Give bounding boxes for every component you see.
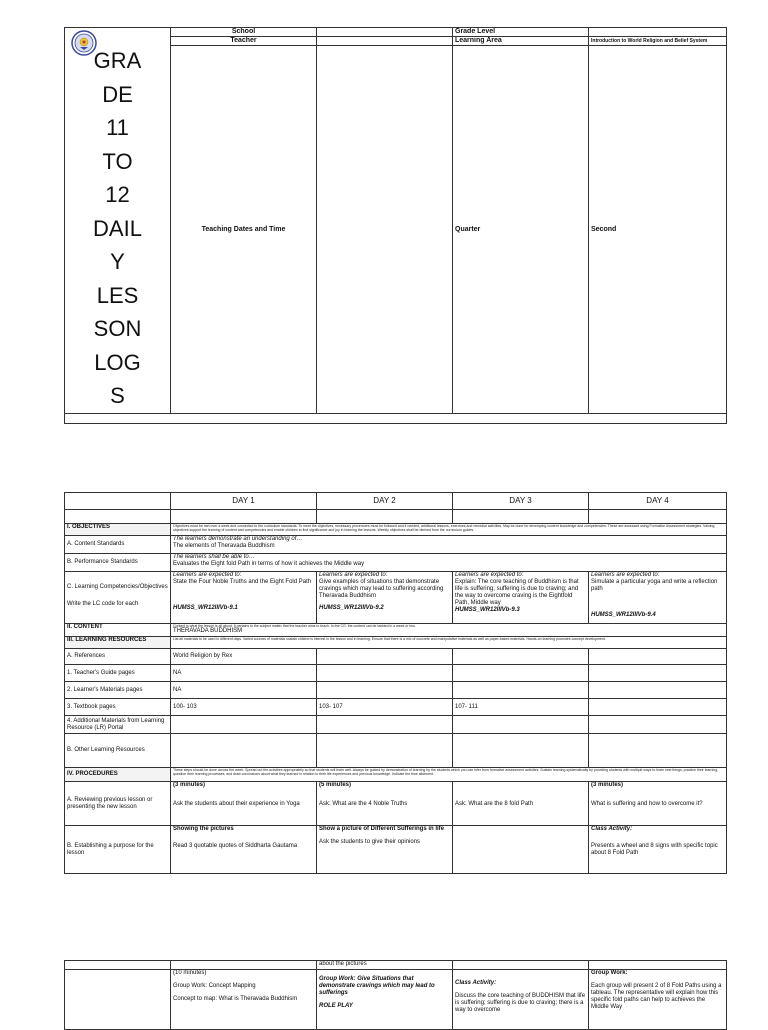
procedures-label: IV. PROCEDURES: [65, 768, 171, 782]
reviewing-label: A. Reviewing previous lesson or presenting the new lesson: [65, 782, 171, 826]
lr-d2[interactable]: [317, 716, 453, 734]
page-title: GRA DE 11 TO 12 DAIL Y LES SON LOG S: [93, 48, 142, 408]
purpose-day-1: Showing the pictures Read 3 quotable quotes of Siddharta Gautama: [171, 826, 317, 874]
competency-day-1: Learners are expected to: State the Four Noble Truths and the Eight Fold Path HUMSS_WR12IIIVb-9.1: [171, 572, 317, 624]
reviewing-day-1: (3 minutes) Ask the students about their experience in Yoga: [171, 782, 317, 826]
learning-area-value: Introduction to World Religion and Belief System: [589, 37, 727, 46]
teacher-label: Teacher: [171, 37, 317, 46]
other-d4[interactable]: [589, 734, 727, 768]
references-value: World Religion by Rex: [171, 649, 317, 665]
other-d1[interactable]: [171, 734, 317, 768]
cont-label-top: [65, 961, 171, 970]
lr-d1[interactable]: [171, 716, 317, 734]
references-d4[interactable]: [589, 649, 727, 665]
procedures-note: These steps should be done across the week. Spread out the activities appropriately so that students will learn well. Always be guided by demonstration of learning by the students which you can infer from formative assessment activities. Sustain learning systematically by providing students with multiple ways to learn new things, practice their learning, question their learning processes, and draw conclusions about what they learned in relation to their life experiences and previous knowledge. Indicate the time allotment.: [171, 768, 727, 782]
learning-area-label: Learning Area: [453, 37, 589, 46]
lr-d4[interactable]: [589, 716, 727, 734]
tg-d2[interactable]: [317, 665, 453, 682]
cont-day-3: Class Activity: Discuss the core teaching of BUDDHISM that life is suffering; suffering is due to craving; there is a way to overcome: [453, 970, 589, 1030]
day-corner: [65, 493, 171, 510]
reviewing-day-2: (5 minutes) Ask: What are the 4 Noble Truths: [317, 782, 453, 826]
blank-d4[interactable]: [589, 510, 727, 524]
grade-level-value[interactable]: [589, 28, 727, 37]
cont-d1-top: [171, 961, 317, 970]
reviewing-day-3: Ask: What are the 8 fold Path: [453, 782, 589, 826]
objectives-note: Objectives must be met over a week and connected to the curriculum standards. To meet the objectives, necessary procedures must be followed and if needed, additional lessons, exercises and remedial activities. May be done for developing content knowledge and competencies. These are assessed using Formative Assessment strategies. Valuing objectives support the learning of content and competencies and enable children to find significance and joy in learning the lessons. Weekly objectives shall be derived from the curriculum guides.: [171, 524, 727, 536]
other-d2[interactable]: [317, 734, 453, 768]
blank-d3[interactable]: [453, 510, 589, 524]
cont-d4-top: [589, 961, 727, 970]
textbook-d2: 103- 107: [317, 699, 453, 716]
performance-standards-value: The learners shall be able to… Evaluates the Eight fold Path in terms of how it achieves the Middle way: [171, 554, 727, 572]
day-3-header: DAY 3: [453, 493, 589, 510]
deped-seal-icon: [71, 30, 97, 56]
teacher-value[interactable]: [317, 37, 453, 46]
day-1-header: DAY 1: [171, 493, 317, 510]
teachers-guide-label: 1. Teacher's Guide pages: [65, 665, 171, 682]
content-label: II. CONTENT: [65, 624, 171, 637]
teaching-dates-value[interactable]: [317, 46, 453, 414]
cont-day-1: (10 minutes) Group Work: Concept Mapping Concept to map: What is Theravada Buddhism: [171, 970, 317, 1030]
tg-d3[interactable]: [453, 665, 589, 682]
competency-day-2: Learners are expected to: Give examples of situations that demonstrate cravings which may lead to suffering according Theravada Buddhism HUMSS_WR12IIIVb-9.2: [317, 572, 453, 624]
day-4-header: DAY 4: [589, 493, 727, 510]
teaching-dates-label: Teaching Dates and Time: [171, 46, 317, 414]
resources-note: List all materials to be used in different days. Varied sources of materials sustain children's interest in the lesson and in learning. Ensure that there is a mix of concrete and manipulative materials as well as paper-based materials. Hands-on learning promotes concept development.: [171, 637, 727, 649]
learners-materials-value: NA: [171, 682, 317, 699]
references-d3[interactable]: [453, 649, 589, 665]
other-d3[interactable]: [453, 734, 589, 768]
day-2-header: DAY 2: [317, 493, 453, 510]
resources-label: III. LEARNING RESOURCES: [65, 637, 171, 649]
tg-d4[interactable]: [589, 665, 727, 682]
quarter-value: Second: [589, 46, 727, 414]
lr-portal-label: 4. Additional Materials from Learning Resource (LR) Portal: [65, 716, 171, 734]
grade-level-label: Grade Level: [453, 28, 589, 37]
blank-label: [65, 510, 171, 524]
cont-d3-top: [453, 961, 589, 970]
textbook-d1: 100- 103: [171, 699, 317, 716]
header-bottom-row: [65, 414, 727, 424]
references-label: A. References: [65, 649, 171, 665]
competency-day-4: Learners are expected to: Simulate a particular yoga and write a reflection path HUMSS_WR12IIIVb-9.4: [589, 572, 727, 624]
purpose-day-3[interactable]: [453, 826, 589, 874]
lm-d2[interactable]: [317, 682, 453, 699]
objectives-label: I. OBJECTIVES: [65, 524, 171, 536]
lr-d3[interactable]: [453, 716, 589, 734]
blank-d2[interactable]: [317, 510, 453, 524]
textbook-label: 3. Textbook pages: [65, 699, 171, 716]
lm-d4[interactable]: [589, 682, 727, 699]
learners-materials-label: 2. Learner's Materials pages: [65, 682, 171, 699]
performance-standards-label: B. Performance Standards: [65, 554, 171, 572]
cont-label: [65, 970, 171, 1030]
about-pictures: about the pictures: [317, 961, 453, 970]
school-label: School: [171, 28, 317, 37]
content-value: Content is what the lesson is all about. It pertains to the subject matter that the teacher aims to teach. In the CG, the content can be tackled in a week or two. THERAVADA BUDDHISM: [171, 624, 727, 637]
competency-day-3: Learners are expected to: Explain: The core teaching of Buddhism is that life is suffering; suffering is due to craving; and the way to overcome craving is the Eightfold Path, Middle way HUMSS_WR12IIIVb-9.3: [453, 572, 589, 624]
school-value[interactable]: [317, 28, 453, 37]
textbook-d4: [589, 699, 727, 716]
purpose-day-4: Class Activity: Presents a wheel and 8 signs with specific topic about 8 Fold Path: [589, 826, 727, 874]
textbook-d3: 107- 111: [453, 699, 589, 716]
references-d2[interactable]: [317, 649, 453, 665]
title-cell: [65, 28, 171, 414]
dll-main-table: [64, 492, 727, 874]
other-resources-label: B. Other Learning Resources: [65, 734, 171, 768]
cont-day-4: Group Work: Each group will present 2 of 8 Fold Paths using a tableau. The representative will explain how this specific fold paths can help to achieves the Middle Way: [589, 970, 727, 1030]
blank-d1[interactable]: [171, 510, 317, 524]
purpose-day-2: Show a picture of Different Sufferings in life Ask the students to give their opinions: [317, 826, 453, 874]
content-standards-value: The learners demonstrate an understanding of… The elements of Theravada Buddhism: [171, 536, 727, 554]
competencies-label: C. Learning Competencies/Objectives Write the LC code for each: [65, 572, 171, 624]
cont-day-2: Group Work: Give Situations that demonstrate cravings which may lead to sufferings ROLE PLAY: [317, 970, 453, 1030]
purpose-label: B. Establishing a purpose for the lesson: [65, 826, 171, 874]
dll-continuation-table: [64, 960, 727, 1030]
quarter-label: Quarter: [453, 46, 589, 414]
reviewing-day-4: (3 minutes) What is suffering and how to overcome it?: [589, 782, 727, 826]
dll-header-table: [64, 27, 727, 424]
content-standards-label: A. Content Standards: [65, 536, 171, 554]
lm-d3[interactable]: [453, 682, 589, 699]
teachers-guide-value: NA: [171, 665, 317, 682]
